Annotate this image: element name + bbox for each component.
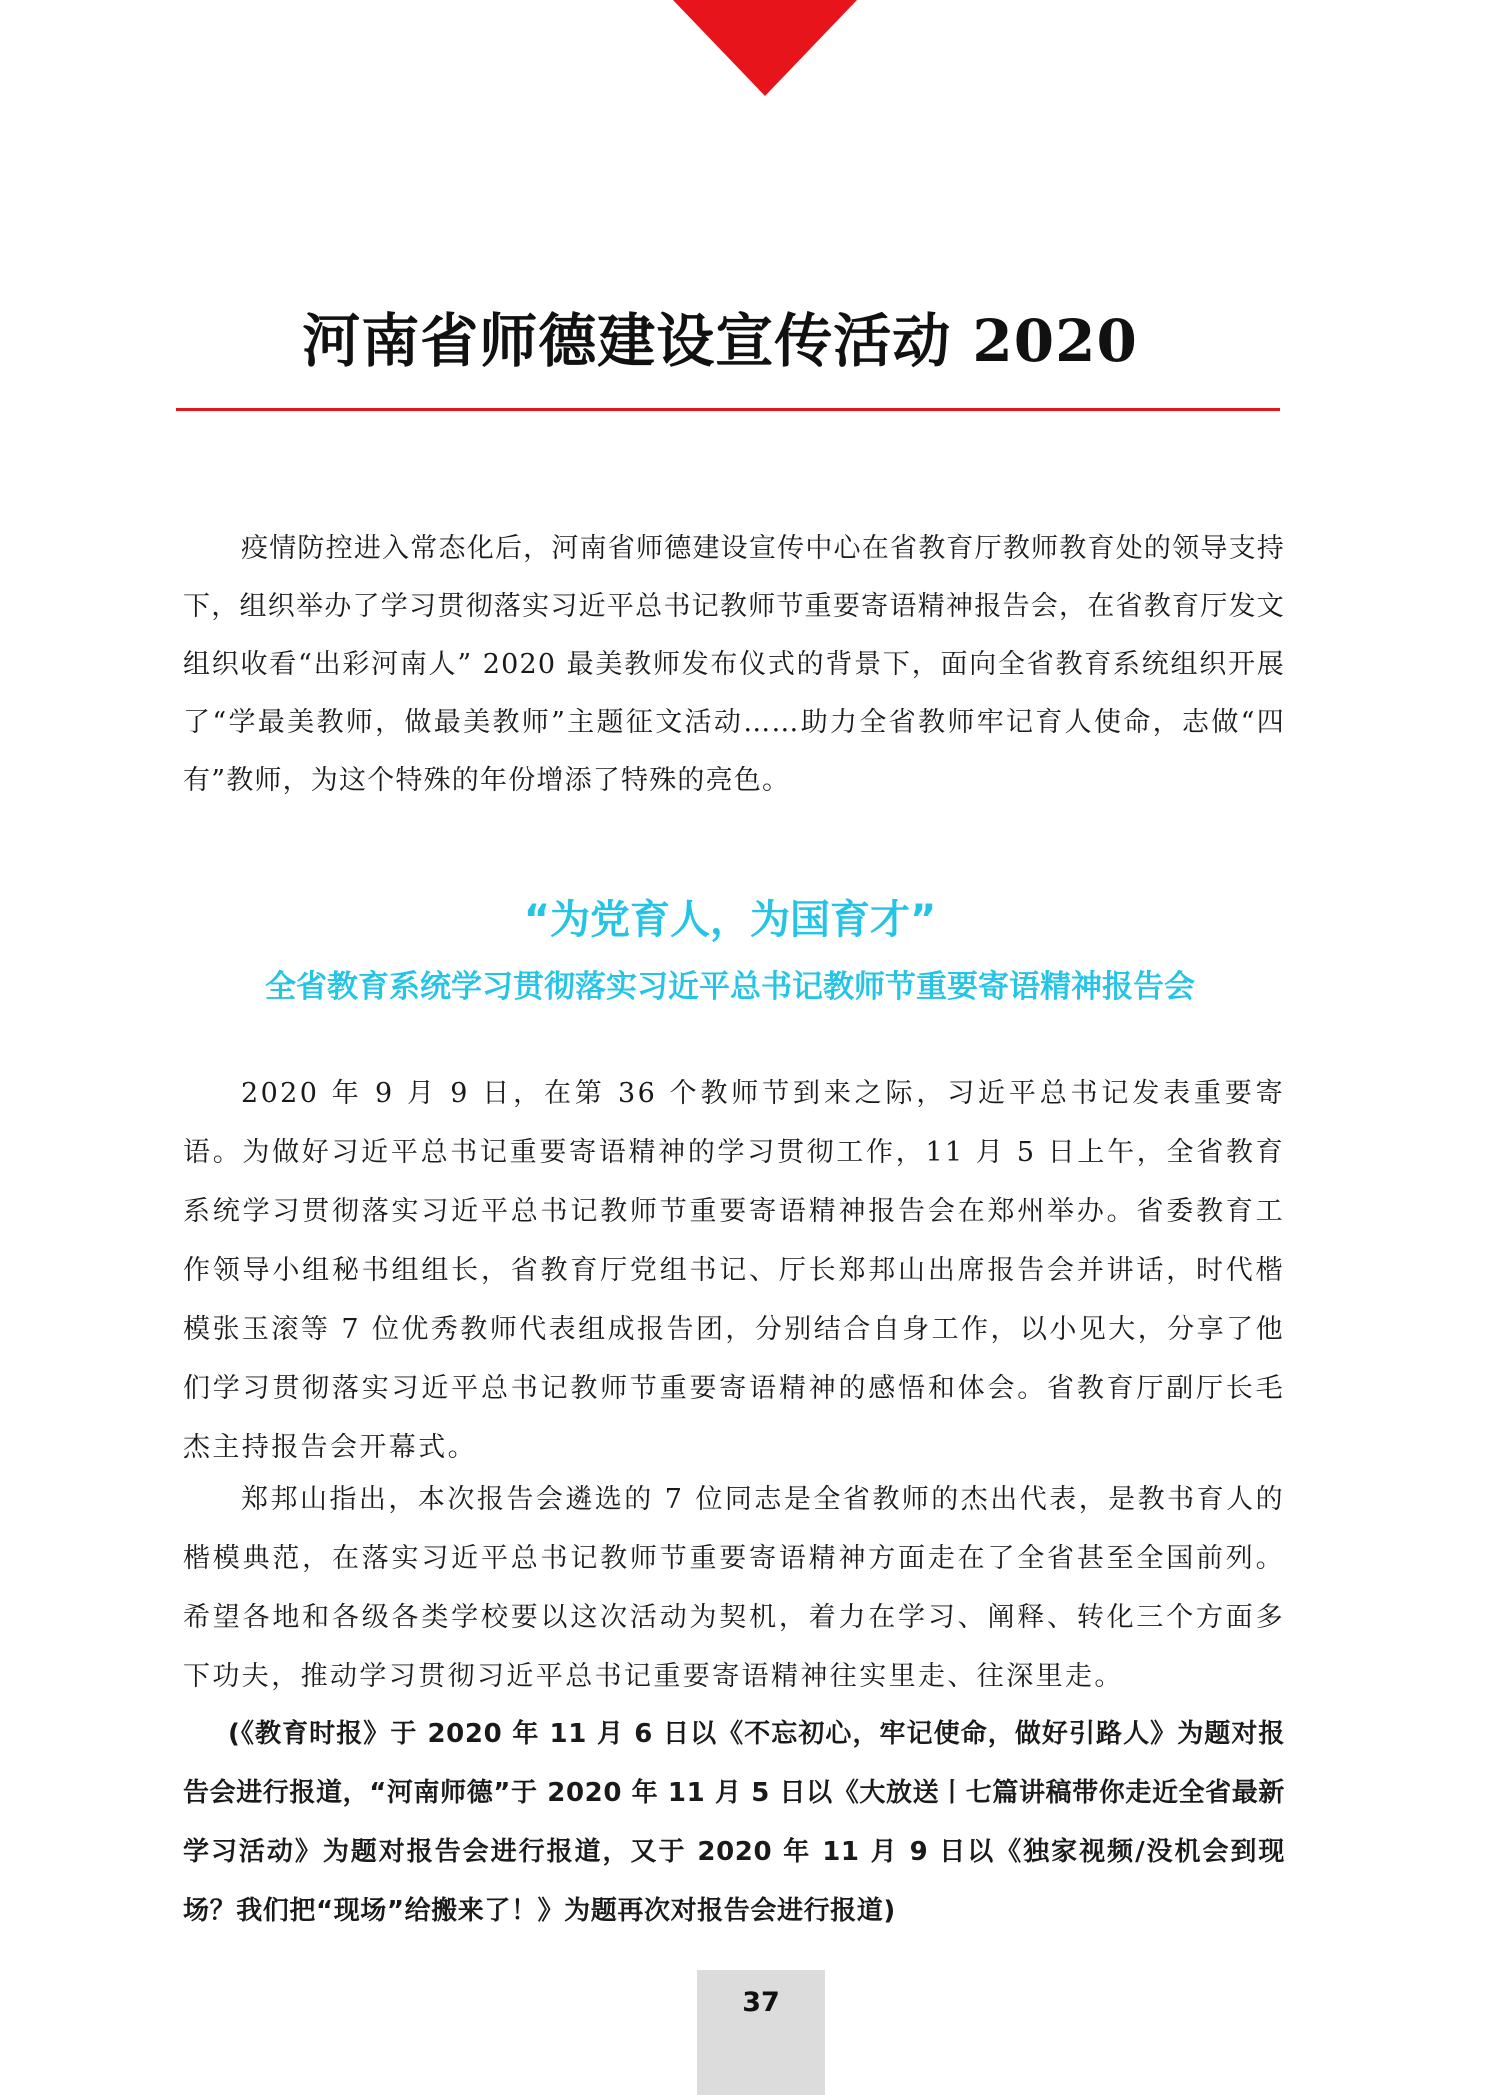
page-number: 37 — [742, 1987, 780, 2018]
body-paragraph: 郑邦山指出，本次报告会遴选的 7 位同志是全省教师的杰出代表，是教书育人的楷模典范，在落实习近平总书记教师节重要寄语精神方面走在了全省甚至全国前列。希望各地和各级各类学校要以这次活动为契机，着力在学习、阐释、转化三个方面多下功夫，推动学习贯彻习近平总书记重要寄语精神往实里走、往深里走。 — [183, 1484, 1285, 1692]
page-number-box — [697, 1970, 825, 2095]
section-title: “为党育人，为国育才” — [523, 897, 937, 943]
intro-paragraph: 疫情防控进入常态化后，河南省师德建设宣传中心在省教育厅教师教育处的领导支持下，组织举办了学习贯彻落实习近平总书记教师节重要寄语精神报告会，在省教育厅发文组织收看“出彩河南人” 2020 最美教师发布仪式的背景下，面向全省教育系统组织开展了“学最美教师，做最美教师”主题征文活动……助力全省教师牢记育人使命，志做“四有”教师，为这个特殊的年份增添了特殊的亮色。 — [183, 533, 1285, 796]
top-red-triangle-decoration — [673, 0, 857, 96]
media-coverage-note: (《教育时报》于 2020 年 11 月 6 日以《不忘初心，牢记使命，做好引路人》为题对报告会进行报道，“河南师德”于 2020 年 11 月 5 日以《大放送丨七篇讲稿带你走近全省最新学习活动》为题对报告会进行报道，又于 2020 年 11 月 9 日以《独家视频/没机会到现场？我们把“现场”给搬来了！》为题再次对报告会进行报道) — [183, 1719, 1285, 1926]
page-title: 河南省师德建设宣传活动 2020 — [302, 307, 1138, 375]
body-paragraph: 2020 年 9 月 9 日，在第 36 个教师节到来之际，习近平总书记发表重要寄语。为做好习近平总书记重要寄语精神的学习贯彻工作，11 月 5 日上午，全省教育系统学习贯彻落实习近平总书记教师节重要寄语精神报告会在郑州举办。省委教育工作领导小组秘书组组长，省教育厅党组书记、厅长郑邦山出席报告会并讲话，时代楷模张玉滚等 7 位优秀教师代表组成报告团，分别结合自身工作，以小见大，分享了他们学习贯彻落实习近平总书记教师节重要寄语精神的感悟和体会。省教育厅副厅长毛杰主持报告会开幕式。 — [183, 1078, 1285, 1463]
section-subtitle: 全省教育系统学习贯彻落实习近平总书记教师节重要寄语精神报告会 — [265, 969, 1195, 1005]
title-underline-divider — [176, 408, 1280, 411]
